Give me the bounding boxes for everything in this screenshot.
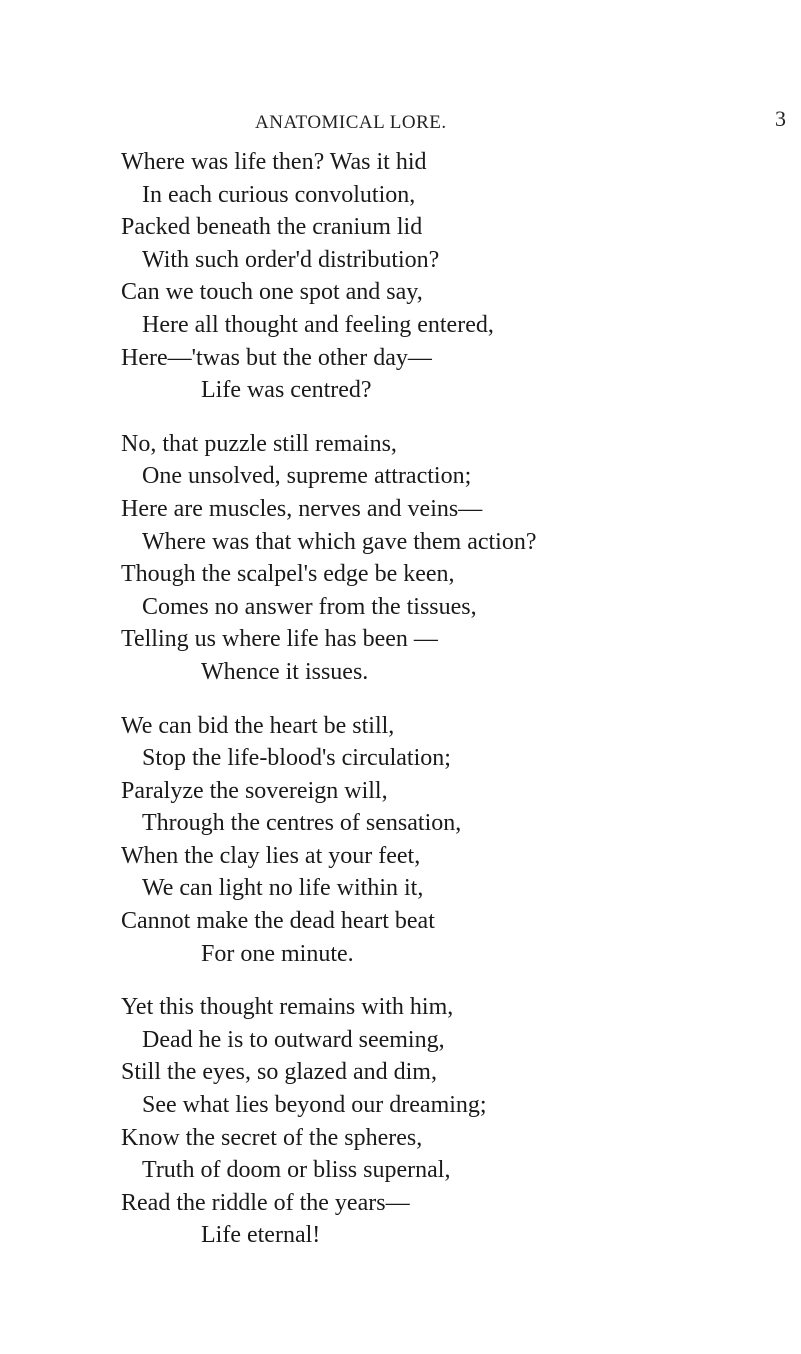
poem-line: In each curious convolution,	[142, 181, 416, 208]
poem-line: Whence it issues.	[201, 658, 369, 685]
poem-line: Telling us where life has been —	[121, 626, 438, 653]
poem-line: With such order'd distribution?	[142, 246, 440, 273]
poem-line: Yet this thought remains with him,	[121, 994, 454, 1021]
running-title: ANATOMICAL LORE.	[255, 112, 447, 133]
poem-line: Paralyze the sovereign will,	[121, 777, 388, 804]
poem-line: Though the scalpel's edge be keen,	[121, 561, 455, 588]
poem-line: For one minute.	[201, 940, 354, 967]
poem-line: When the clay lies at your feet,	[121, 842, 421, 869]
poem-line: Know the secret of the spheres,	[121, 1124, 423, 1151]
poem-line: Here—'twas but the other day—	[121, 344, 432, 371]
poem-line: We can bid the heart be still,	[121, 712, 395, 739]
poem-line: Dead he is to outward seeming,	[142, 1026, 445, 1053]
poem-body	[121, 146, 791, 1273]
poem-line: No, that puzzle still remains,	[121, 430, 397, 457]
poem-line: Here are muscles, nerves and veins—	[121, 495, 483, 522]
poem-line: Comes no answer from the tissues,	[142, 593, 477, 620]
poem-line: Still the eyes, so glazed and dim,	[121, 1059, 437, 1086]
poem-line: Through the centres of sensation,	[142, 810, 462, 837]
stanza-1	[121, 146, 791, 407]
poem-line: Cannot make the dead heart beat	[121, 908, 435, 935]
poem-line: Life was centred?	[201, 377, 372, 404]
page-number: 3	[775, 106, 786, 131]
poem-line: One unsolved, supreme attraction;	[142, 463, 472, 490]
poem-line: Life eternal!	[201, 1222, 321, 1249]
stanza-2	[121, 428, 791, 689]
poem-line: See what lies beyond our dreaming;	[142, 1092, 487, 1119]
poem-line: Packed beneath the cranium lid	[121, 214, 423, 241]
poem-line: Where was life then? Was it hid	[121, 149, 427, 175]
stanza-4	[121, 991, 791, 1252]
poem-line: Here all thought and feeling entered,	[142, 311, 494, 338]
poem-line: Stop the life-blood's circulation;	[142, 745, 451, 772]
poem-line: We can light no life within it,	[142, 875, 424, 902]
poem-line: Read the riddle of the years—	[121, 1189, 410, 1216]
poem-line: Truth of doom or bliss supernal,	[142, 1157, 451, 1184]
stanza-3	[121, 710, 791, 971]
poem-line: Where was that which gave them action?	[142, 528, 537, 555]
poem-line: Can we touch one spot and say,	[121, 279, 423, 306]
